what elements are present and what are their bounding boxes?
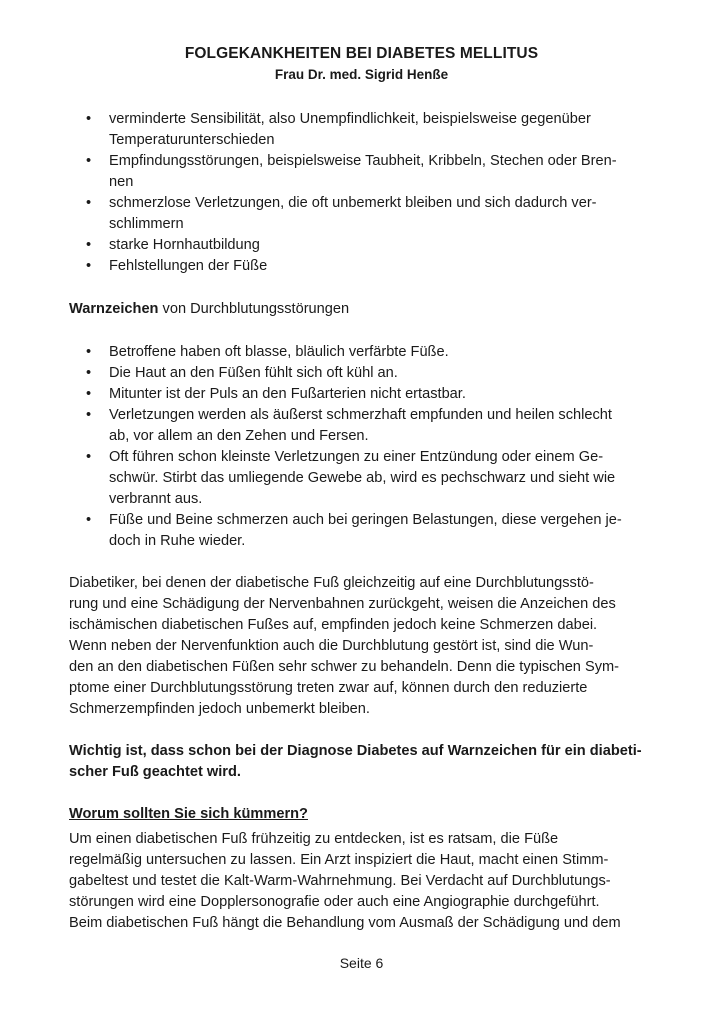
list-item: • Fehlstellungen der Füße	[69, 256, 659, 277]
list-item: • Empfindungsstörungen, beispielsweise Taubheit, Kribbeln, Stechen oder Bren- nen	[86, 153, 617, 190]
page-number: Seite 6	[339, 955, 384, 971]
subheading-worum: Worum sollten Sie sich kümmern?	[69, 806, 308, 822]
bullet-icon: •	[86, 344, 92, 360]
bullet-icon: •	[86, 407, 92, 423]
bullet-icon: •	[86, 386, 92, 402]
important-note: Wichtig ist, dass schon bei der Diagnose Diabetes auf Warnzeichen für ein diabeti- scher Fuß geachtet wird.	[69, 743, 642, 780]
list-item: • schmerzlose Verletzungen, die oft unbemerkt bleiben und sich dadurch ver- schlimmern	[86, 195, 597, 232]
list-item: • Verletzungen werden als äußerst schmerzhaft empfunden und heilen schlecht ab, vor allem an den Zehen und Fersen.	[86, 407, 612, 444]
section-heading-warnzeichen: Warnzeichen von Durchblutungsstörungen	[69, 301, 350, 317]
list-item: • Füße und Beine schmerzen auch bei geringen Belastungen, diese vergehen je- doch in Ruhe wieder.	[86, 512, 622, 549]
document-body	[69, 109, 659, 934]
bullet-icon: •	[86, 512, 92, 528]
bullet-icon: •	[86, 195, 92, 211]
document-author: Frau Dr. med. Sigrid Henße	[274, 67, 449, 82]
document-title: FOLGEKANKHEITEN BEI DIABETES MELLITUS	[184, 45, 539, 62]
bullet-icon: •	[86, 449, 92, 465]
list-item: • starke Hornhautbildung	[69, 235, 659, 256]
warning-sign-list	[69, 342, 659, 552]
list-item: • Betroffene haben oft blasse, bläulich verfärbte Füße.	[69, 342, 659, 363]
paragraph-diabetiker: Diabetiker, bei denen der diabetische Fuß gleichzeitig auf eine Durchblutungsstö- rung und eine Schädigung der Nervenbahnen zurückgeht, weisen die Anzeichen des ischämischen diabetischen Fußes auf, empfinden jedoch keine Schmerzen dabei. Wenn neben der Nervenfunktion auch die Durchblutung gestört ist, sind die Wun- den an den diabetischen Füßen sehr schwer zu behandeln. Denn die typischen Sym- ptome einer Durchblutungsstörung treten zwar auf, können durch den reduzierte Schmerzempfinden jedoch unbemerkt bleiben.	[69, 575, 620, 717]
list-item: • Mitunter ist der Puls an den Fußarterien nicht ertastbar.	[69, 384, 659, 405]
bullet-icon: •	[86, 111, 92, 127]
bullet-icon: •	[86, 258, 92, 274]
bullet-icon: •	[86, 153, 92, 169]
symptom-list	[69, 109, 659, 277]
bullet-icon: •	[86, 365, 92, 381]
list-item: • Die Haut an den Füßen fühlt sich oft kühl an.	[69, 363, 659, 384]
paragraph-untersuchung: Um einen diabetischen Fuß frühzeitig zu entdecken, ist es ratsam, die Füße regelmäßig untersuchen zu lassen. Ein Arzt inspiziert die Haut, macht einen Stimm- gabeltest und testet die Kalt-Warm-Wahrnehmung. Bei Verdacht auf Durchblutungs- störungen wird eine Dopplersonografie oder auch eine Angiographie durchgeführt. Beim diabetischen Fuß hängt die Behandlung vom Ausmaß der Schädigung und dem	[69, 831, 621, 931]
list-item: • Oft führen schon kleinste Verletzungen zu einer Entzündung oder einem Ge- schwür. Stirbt das umliegende Gewebe ab, wird es pechschwarz und sieht wie verbrannt aus.	[86, 449, 616, 507]
list-item: • verminderte Sensibilität, also Unempfindlichkeit, beispielsweise gegenüber Temperaturunterschieden	[86, 111, 591, 148]
bullet-icon: •	[86, 237, 92, 253]
